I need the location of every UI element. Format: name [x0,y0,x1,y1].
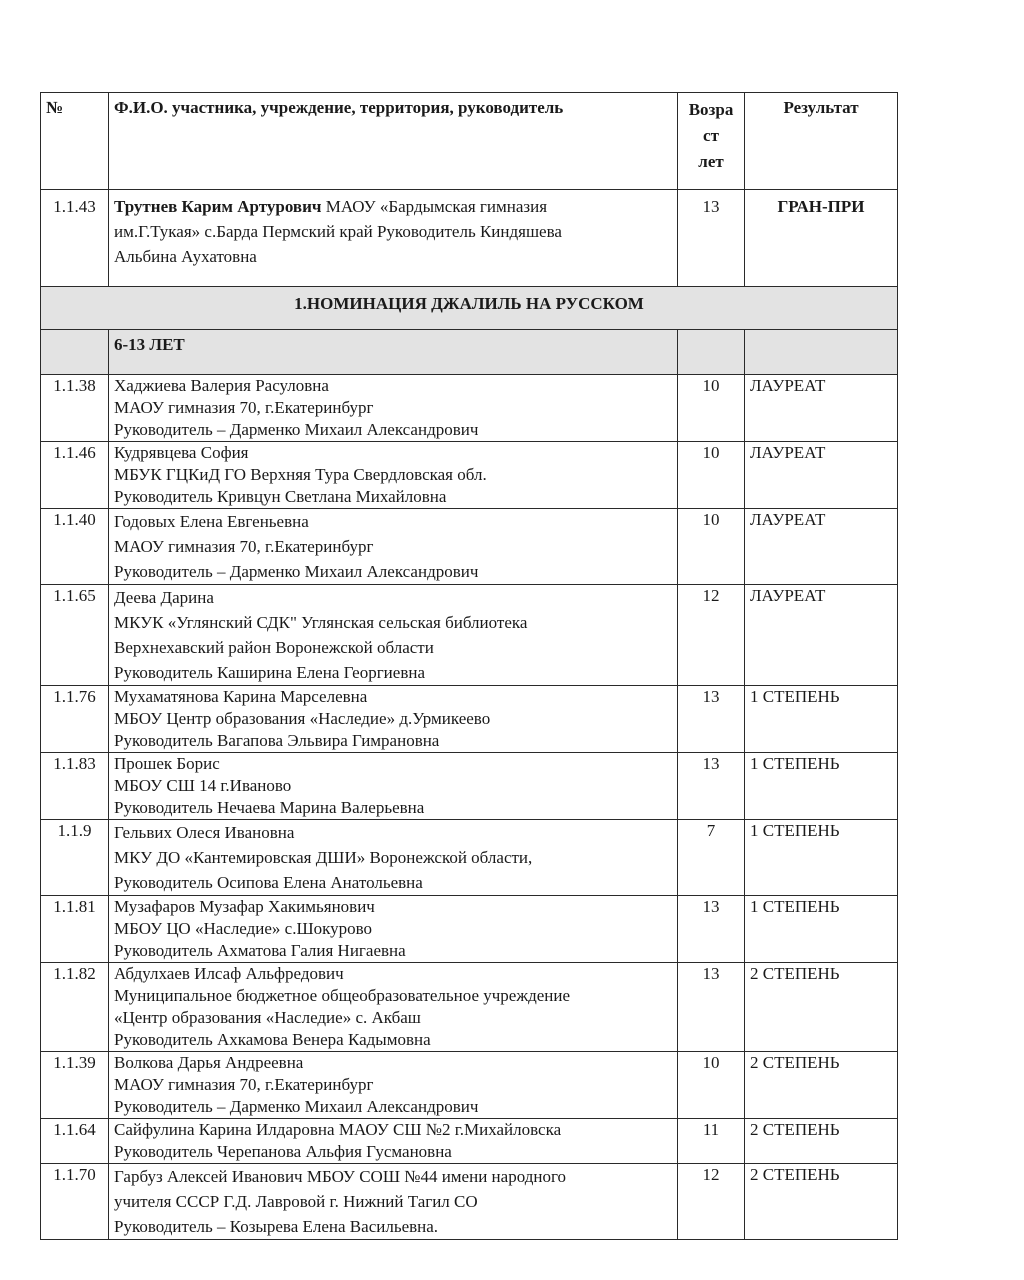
participant-details: Руководитель – Дарменко Михаил Александрович [114,420,479,439]
table-row [41,753,898,820]
participant-details: Руководитель – Дарменко Михаил Александрович [114,1097,479,1116]
row-age: 10 [678,1052,745,1119]
row-number: 1.1.40 [41,509,109,585]
row-age: 12 [678,1164,745,1240]
table-row [41,963,898,1052]
row-participant [109,896,678,963]
row-result: 2 СТЕПЕНЬ [745,963,898,1052]
row-participant [109,442,678,509]
participant-details: МКУ ДО «Кантемировская ДШИ» Воронежской области, [114,848,533,867]
row-participant [109,1119,678,1164]
participant-details: МБОУ Центр образования «Наследие» д.Урмикеево [114,709,491,728]
row-age: 13 [678,753,745,820]
participant-name: Волкова Дарья Андреевна [114,1053,304,1072]
table-row [41,442,898,509]
row-number: 1.1.82 [41,963,109,1052]
row-result: ЛАУРЕАТ [745,375,898,442]
participant-details: МКУК «Углянский СДК" Углянская сельская библиотека [114,613,528,632]
row-number: 1.1.38 [41,375,109,442]
table-row [41,509,898,585]
participant-details: «Центр образования «Наследие» с. Акбаш [114,1008,421,1027]
row-age: 13 [678,686,745,753]
age-group-title: 6-13 ЛЕТ [109,330,678,375]
table-row [41,585,898,686]
row-number: 1.1.9 [41,820,109,896]
row-result: 2 СТЕПЕНЬ [745,1052,898,1119]
header-number: № [41,93,109,190]
row-result: ЛАУРЕАТ [745,585,898,686]
participant-details: МАОУ гимназия 70, г.Екатеринбург [114,537,374,556]
participant-details: МАОУ гимназия 70, г.Екатеринбург [114,398,374,417]
participant-details: им.Г.Тукая» с.Барда Пермский край Руководитель Киндяшева [114,222,562,241]
header-result: Результат [745,93,898,190]
participant-details: Руководитель Вагапова Эльвира Гимрановна [114,731,440,750]
row-age: 13 [678,896,745,963]
row-result: 1 СТЕПЕНЬ [745,820,898,896]
row-age: 12 [678,585,745,686]
participant-details: Руководитель Ахматова Галия Нигаевна [114,941,406,960]
row-number: 1.1.70 [41,1164,109,1240]
participant-name: Кудрявцева София [114,443,249,462]
participant-name: Абдулхаев Илсаф Альфредович [114,964,344,983]
header-age-line: Возра [688,100,734,119]
participant-details: Альбина Аухатовна [114,247,257,266]
row-number: 1.1.65 [41,585,109,686]
row-age: 10 [678,509,745,585]
age-group-empty-cell [41,330,109,375]
age-group-row [41,330,898,375]
participant-details: Руководитель Нечаева Марина Валерьевна [114,798,425,817]
participant-details: Руководитель Черепанова Альфия Гусмановна [114,1142,452,1161]
row-participant [109,585,678,686]
row-age: 10 [678,442,745,509]
header-participant: Ф.И.О. участника, учреждение, территория, руководитель [109,93,678,190]
row-number: 1.1.76 [41,686,109,753]
row-result: 2 СТЕПЕНЬ [745,1119,898,1164]
row-participant [109,1052,678,1119]
participant-name: Мухаматянова Карина Марселевна [114,687,368,706]
participant-details: МАОУ «Бардымская гимназия [321,197,548,216]
table-row [41,820,898,896]
participant-name: Музафаров Музафар Хакимьянович [114,897,375,916]
participant-name: Гарбуз Алексей Иванович МБОУ СОШ №44 имени народного [114,1167,567,1186]
row-participant [109,686,678,753]
participant-name: Деева Дарина [114,588,214,607]
row-result: 1 СТЕПЕНЬ [745,686,898,753]
table-row [41,1119,898,1164]
row-age: 11 [678,1119,745,1164]
row-result: 1 СТЕПЕНЬ [745,753,898,820]
row-participant [109,963,678,1052]
participant-details: МАОУ гимназия 70, г.Екатеринбург [114,1075,374,1094]
header-age-line: ст [703,126,719,145]
participant-details: учителя СССР Г.Д. Лавровой г. Нижний Тагил СО [114,1192,478,1211]
results-table [40,92,898,1240]
row-participant [109,509,678,585]
row-result: ГРАН-ПРИ [745,190,898,287]
participant-name: Гельвих Олеся Ивановна [114,823,295,842]
row-age: 13 [678,963,745,1052]
participant-details: Муниципальное бюджетное общеобразовательное учреждение [114,986,571,1005]
row-result: ЛАУРЕАТ [745,442,898,509]
grand-prix-row [41,190,898,287]
row-number: 1.1.39 [41,1052,109,1119]
table-row [41,375,898,442]
row-number: 1.1.46 [41,442,109,509]
participant-details: МБОУ СШ 14 г.Иваново [114,776,292,795]
row-age: 7 [678,820,745,896]
age-group-empty-cell [678,330,745,375]
participant-name: Трутнев Карим Артурович [114,197,322,216]
header-age [678,93,745,190]
participant-details: МБОУ ЦО «Наследие» с.Шокурово [114,919,373,938]
row-number: 1.1.64 [41,1119,109,1164]
row-age: 10 [678,375,745,442]
participant-name: Хаджиева Валерия Расуловна [114,376,329,395]
row-participant [109,190,678,287]
row-number: 1.1.81 [41,896,109,963]
row-result: ЛАУРЕАТ [745,509,898,585]
row-participant [109,375,678,442]
row-participant [109,1164,678,1240]
table-header-row [41,93,898,190]
table-row [41,1164,898,1240]
participant-name: Сайфулина Карина Илдаровна МАОУ СШ №2 г.Михайловска [114,1120,562,1139]
participant-details: Руководитель Осипова Елена Анатольевна [114,873,423,892]
nomination-row [41,287,898,330]
table-row [41,896,898,963]
row-result: 1 СТЕПЕНЬ [745,896,898,963]
row-participant [109,753,678,820]
participant-details: Руководитель Каширина Елена Георгиевна [114,663,425,682]
participant-details: Верхнехавский район Воронежской области [114,638,434,657]
row-result: 2 СТЕПЕНЬ [745,1164,898,1240]
participant-name: Годовых Елена Евгеньевна [114,512,309,531]
table-row [41,686,898,753]
nomination-title: 1.НОМИНАЦИЯ ДЖАЛИЛЬ НА РУССКОМ [41,287,898,330]
age-group-empty-cell [745,330,898,375]
row-participant [109,820,678,896]
table-row [41,1052,898,1119]
row-number: 1.1.83 [41,753,109,820]
row-number: 1.1.43 [41,190,109,287]
row-age: 13 [678,190,745,287]
participant-details: Руководитель Ахкамова Венера Кадымовна [114,1030,431,1049]
participant-details: Руководитель Кривцун Светлана Михайловна [114,487,447,506]
header-age-line: лет [698,152,724,171]
participant-details: МБУК ГЦКиД ГО Верхняя Тура Свердловская обл. [114,465,487,484]
participant-details: Руководитель – Козырева Елена Васильевна. [114,1217,439,1236]
participant-details: Руководитель – Дарменко Михаил Александрович [114,562,479,581]
participant-name: Прошек Борис [114,754,220,773]
